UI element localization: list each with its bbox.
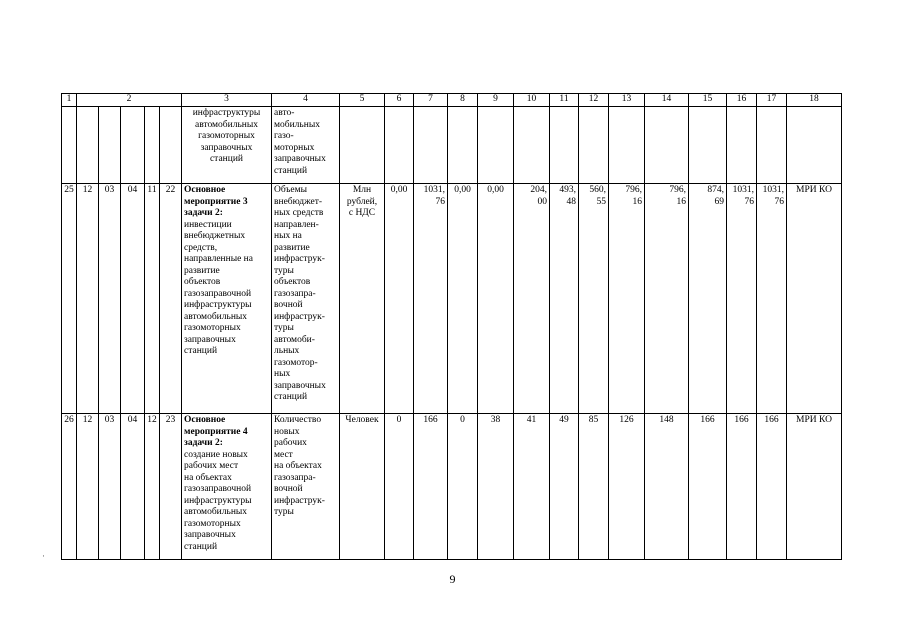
empty-cell <box>62 107 77 184</box>
text-line: 1031, <box>423 185 445 195</box>
empty-cell <box>414 107 448 184</box>
header-cell: 9 <box>478 94 514 107</box>
header-cell: 6 <box>385 94 414 107</box>
text-line: задачи 2: <box>184 208 223 218</box>
text-line: с НДС <box>348 208 376 218</box>
text-line: 796, <box>669 185 686 195</box>
empty-cell <box>448 107 478 184</box>
text-line: мероприятие 3 <box>184 196 248 207</box>
text-line: заправочных <box>274 154 326 164</box>
text-line: развитие <box>184 265 220 276</box>
header-cell: 10 <box>514 94 550 107</box>
header-cell: 4 <box>272 94 340 107</box>
text-line: туры <box>274 265 294 276</box>
header-cell: 13 <box>609 94 645 107</box>
program-code-cell: 11 <box>145 184 160 414</box>
text-line: 0 <box>460 415 465 425</box>
unit-cell <box>340 414 385 560</box>
text-line: 166 <box>764 415 779 425</box>
text-line: газозапра- <box>274 288 316 299</box>
text-line: Человек <box>345 415 379 425</box>
value-cell <box>609 414 645 560</box>
empty-cell <box>160 107 182 184</box>
value-cell <box>448 184 478 414</box>
text-line: газомотор- <box>274 357 318 368</box>
text-line: внебюджет- <box>274 196 323 207</box>
text-line: ных средств <box>274 208 324 218</box>
header-cell: 3 <box>182 94 272 107</box>
row-number: 26 <box>62 414 77 560</box>
program-code-cell: 03 <box>99 414 121 560</box>
table-row <box>62 414 842 560</box>
empty-cell <box>514 107 550 184</box>
program-code-cell: 22 <box>160 184 182 414</box>
text-line: инфраструктуры <box>184 495 252 506</box>
empty-cell <box>145 107 160 184</box>
executor-cell: МРИ КО <box>787 184 842 414</box>
header-cell: 8 <box>448 94 478 107</box>
text-line: 0,00 <box>390 185 408 195</box>
continuation-row <box>62 107 842 184</box>
text-line: Объемы <box>274 185 307 195</box>
data-table <box>61 93 842 560</box>
text-line: рублей, <box>346 196 378 207</box>
table-row <box>62 184 842 414</box>
text-line: туры <box>274 507 294 517</box>
header-cell: 2 <box>77 94 182 107</box>
value-cell <box>550 184 579 414</box>
text-line: газомоторных <box>184 518 241 529</box>
empty-cell <box>478 107 514 184</box>
value-cell <box>579 414 609 560</box>
text-line: на объектах <box>274 461 322 471</box>
text-line: 560, <box>589 185 606 195</box>
empty-cell <box>99 107 121 184</box>
program-code-cell: 03 <box>99 184 121 414</box>
value-cell <box>550 414 579 560</box>
text-line: газозаправочной <box>184 288 252 299</box>
text-line: 41 <box>526 415 537 425</box>
header-cell: 15 <box>689 94 727 107</box>
value-cell <box>414 184 448 414</box>
text-line: 204, <box>530 185 547 195</box>
text-line: 0,00 <box>487 185 504 195</box>
text-line: 0 <box>396 415 402 425</box>
header-cell: 16 <box>727 94 757 107</box>
text-line: инфраструк- <box>274 311 325 322</box>
header-cell: 1 <box>62 94 77 107</box>
text-line: Основное <box>184 415 226 425</box>
activity-description-continued <box>182 107 272 184</box>
text-line: ных <box>274 369 291 379</box>
empty-cell <box>645 107 689 184</box>
header-cell: 11 <box>550 94 579 107</box>
text-line: заправочных <box>184 530 236 540</box>
program-code-cell: 12 <box>77 184 99 414</box>
text-line: 69 <box>714 196 724 207</box>
value-cell <box>609 184 645 414</box>
text-line: Количество <box>274 415 322 425</box>
text-line: инфраструктуры <box>184 300 252 310</box>
text-line: мобильных <box>274 119 320 130</box>
empty-cell <box>579 107 609 184</box>
text-line: автомобильных <box>184 311 248 322</box>
text-line: инфраструктуры <box>192 108 261 118</box>
text-line: создание новых <box>184 449 248 460</box>
text-line: инвестиции <box>184 219 232 230</box>
value-cell <box>514 414 550 560</box>
text-line: станций <box>274 392 308 402</box>
empty-cell <box>689 107 727 184</box>
indicator-description-continued <box>272 107 340 184</box>
value-cell <box>645 184 689 414</box>
value-cell <box>478 414 514 560</box>
value-cell <box>727 184 757 414</box>
page-number: 9 <box>449 572 456 586</box>
value-cell <box>448 414 478 560</box>
text-line: льных <box>274 346 300 356</box>
row-number: 25 <box>62 184 77 414</box>
text-line: 85 <box>588 415 599 425</box>
text-line: 49 <box>559 415 569 425</box>
activity-description <box>182 184 272 414</box>
text-line: новых <box>274 426 300 437</box>
text-line: туры <box>274 323 294 333</box>
value-cell <box>385 184 414 414</box>
text-line: на объектах <box>184 472 232 483</box>
program-code-cell: 04 <box>121 414 145 560</box>
empty-cell <box>121 107 145 184</box>
empty-cell <box>727 107 757 184</box>
text-line: 0,00 <box>454 185 471 195</box>
value-cell <box>645 414 689 560</box>
empty-cell <box>77 107 99 184</box>
value-cell <box>757 414 787 560</box>
text-line: Основное <box>184 185 226 195</box>
value-cell <box>414 414 448 560</box>
text-line: газо- <box>274 131 294 141</box>
text-line: автомоби- <box>274 334 315 345</box>
value-cell <box>727 414 757 560</box>
text-line: направленные на <box>184 254 253 264</box>
text-line: 48 <box>566 196 576 207</box>
empty-cell <box>385 107 414 184</box>
text-line: задачи 2: <box>184 438 223 448</box>
text-line: газомоторных <box>184 323 241 333</box>
indicator-description <box>272 184 340 414</box>
text-line: газозапра- <box>274 472 316 483</box>
text-line: станций <box>184 541 218 552</box>
text-line: 1031, <box>762 185 784 195</box>
text-line: автомобильных <box>194 119 259 130</box>
text-line: 874, <box>707 185 724 195</box>
text-line: 148 <box>659 415 674 425</box>
text-line: 126 <box>619 415 634 425</box>
text-line: вочной <box>274 484 303 494</box>
header-row <box>62 94 842 107</box>
empty-cell <box>787 107 842 184</box>
indicator-description <box>272 414 340 560</box>
program-code-cell: 23 <box>160 414 182 560</box>
header-cell: 12 <box>579 94 609 107</box>
text-line: заправочных <box>274 380 326 391</box>
value-cell <box>514 184 550 414</box>
empty-cell <box>550 107 579 184</box>
text-line: инфраструк- <box>274 254 325 264</box>
text-line: внебюджетных <box>184 231 246 241</box>
header-cell: 14 <box>645 94 689 107</box>
text-line: 55 <box>596 196 606 207</box>
value-cell <box>478 184 514 414</box>
text-line: станций <box>209 154 244 164</box>
text-line: средств, <box>184 242 218 253</box>
value-cell <box>689 414 727 560</box>
text-line: станций <box>184 346 218 356</box>
text-line: рабочих мест <box>184 461 239 471</box>
text-line: 38 <box>490 415 501 425</box>
text-line: 1031, <box>732 185 754 195</box>
text-line: 16 <box>632 196 642 207</box>
value-cell <box>689 184 727 414</box>
text-line: направлен- <box>274 219 319 230</box>
text-line: станций <box>274 165 308 176</box>
text-line: газозаправочной <box>184 484 252 494</box>
text-line: автомобильных <box>184 507 248 517</box>
header-cell: 17 <box>757 94 787 107</box>
text-line: 166 <box>700 415 715 425</box>
header-cell: 18 <box>787 94 842 107</box>
text-line: мероприятие 4 <box>184 426 248 437</box>
text-line: вочной <box>274 300 303 310</box>
executor-cell: МРИ КО <box>787 414 842 560</box>
text-line: 166 <box>423 415 438 425</box>
program-code-cell: 04 <box>121 184 145 414</box>
text-line: инфраструк- <box>274 495 325 506</box>
text-line: 493, <box>559 185 576 195</box>
text-line: 76 <box>744 196 754 207</box>
scan-speck: · <box>42 551 45 561</box>
text-line: авто- <box>274 108 295 118</box>
text-line: Млн <box>352 185 372 195</box>
text-line: 166 <box>734 415 749 425</box>
text-line: 16 <box>676 196 686 207</box>
empty-cell <box>609 107 645 184</box>
text-line: 00 <box>537 196 547 207</box>
text-line: газомоторных <box>198 131 255 141</box>
text-line: 796, <box>625 185 642 195</box>
program-code-cell: 12 <box>145 414 160 560</box>
value-cell <box>579 184 609 414</box>
text-line: объектов <box>184 277 221 287</box>
empty-cell <box>340 107 385 184</box>
value-cell <box>385 414 414 560</box>
program-code-cell: 12 <box>77 414 99 560</box>
text-line: объектов <box>274 277 311 287</box>
text-line: мест <box>274 449 293 460</box>
activity-description <box>182 414 272 560</box>
unit-cell <box>340 184 385 414</box>
header-cell: 7 <box>414 94 448 107</box>
text-line: 76 <box>435 196 445 207</box>
value-cell <box>757 184 787 414</box>
header-cell: 5 <box>340 94 385 107</box>
empty-cell <box>757 107 787 184</box>
text-line: заправочных <box>200 142 253 153</box>
text-line: моторных <box>274 142 315 153</box>
text-line: развитие <box>274 242 310 253</box>
text-line: 76 <box>774 196 784 207</box>
text-line: ных на <box>274 231 302 241</box>
text-line: рабочих <box>274 438 307 448</box>
text-line: заправочных <box>184 334 236 345</box>
